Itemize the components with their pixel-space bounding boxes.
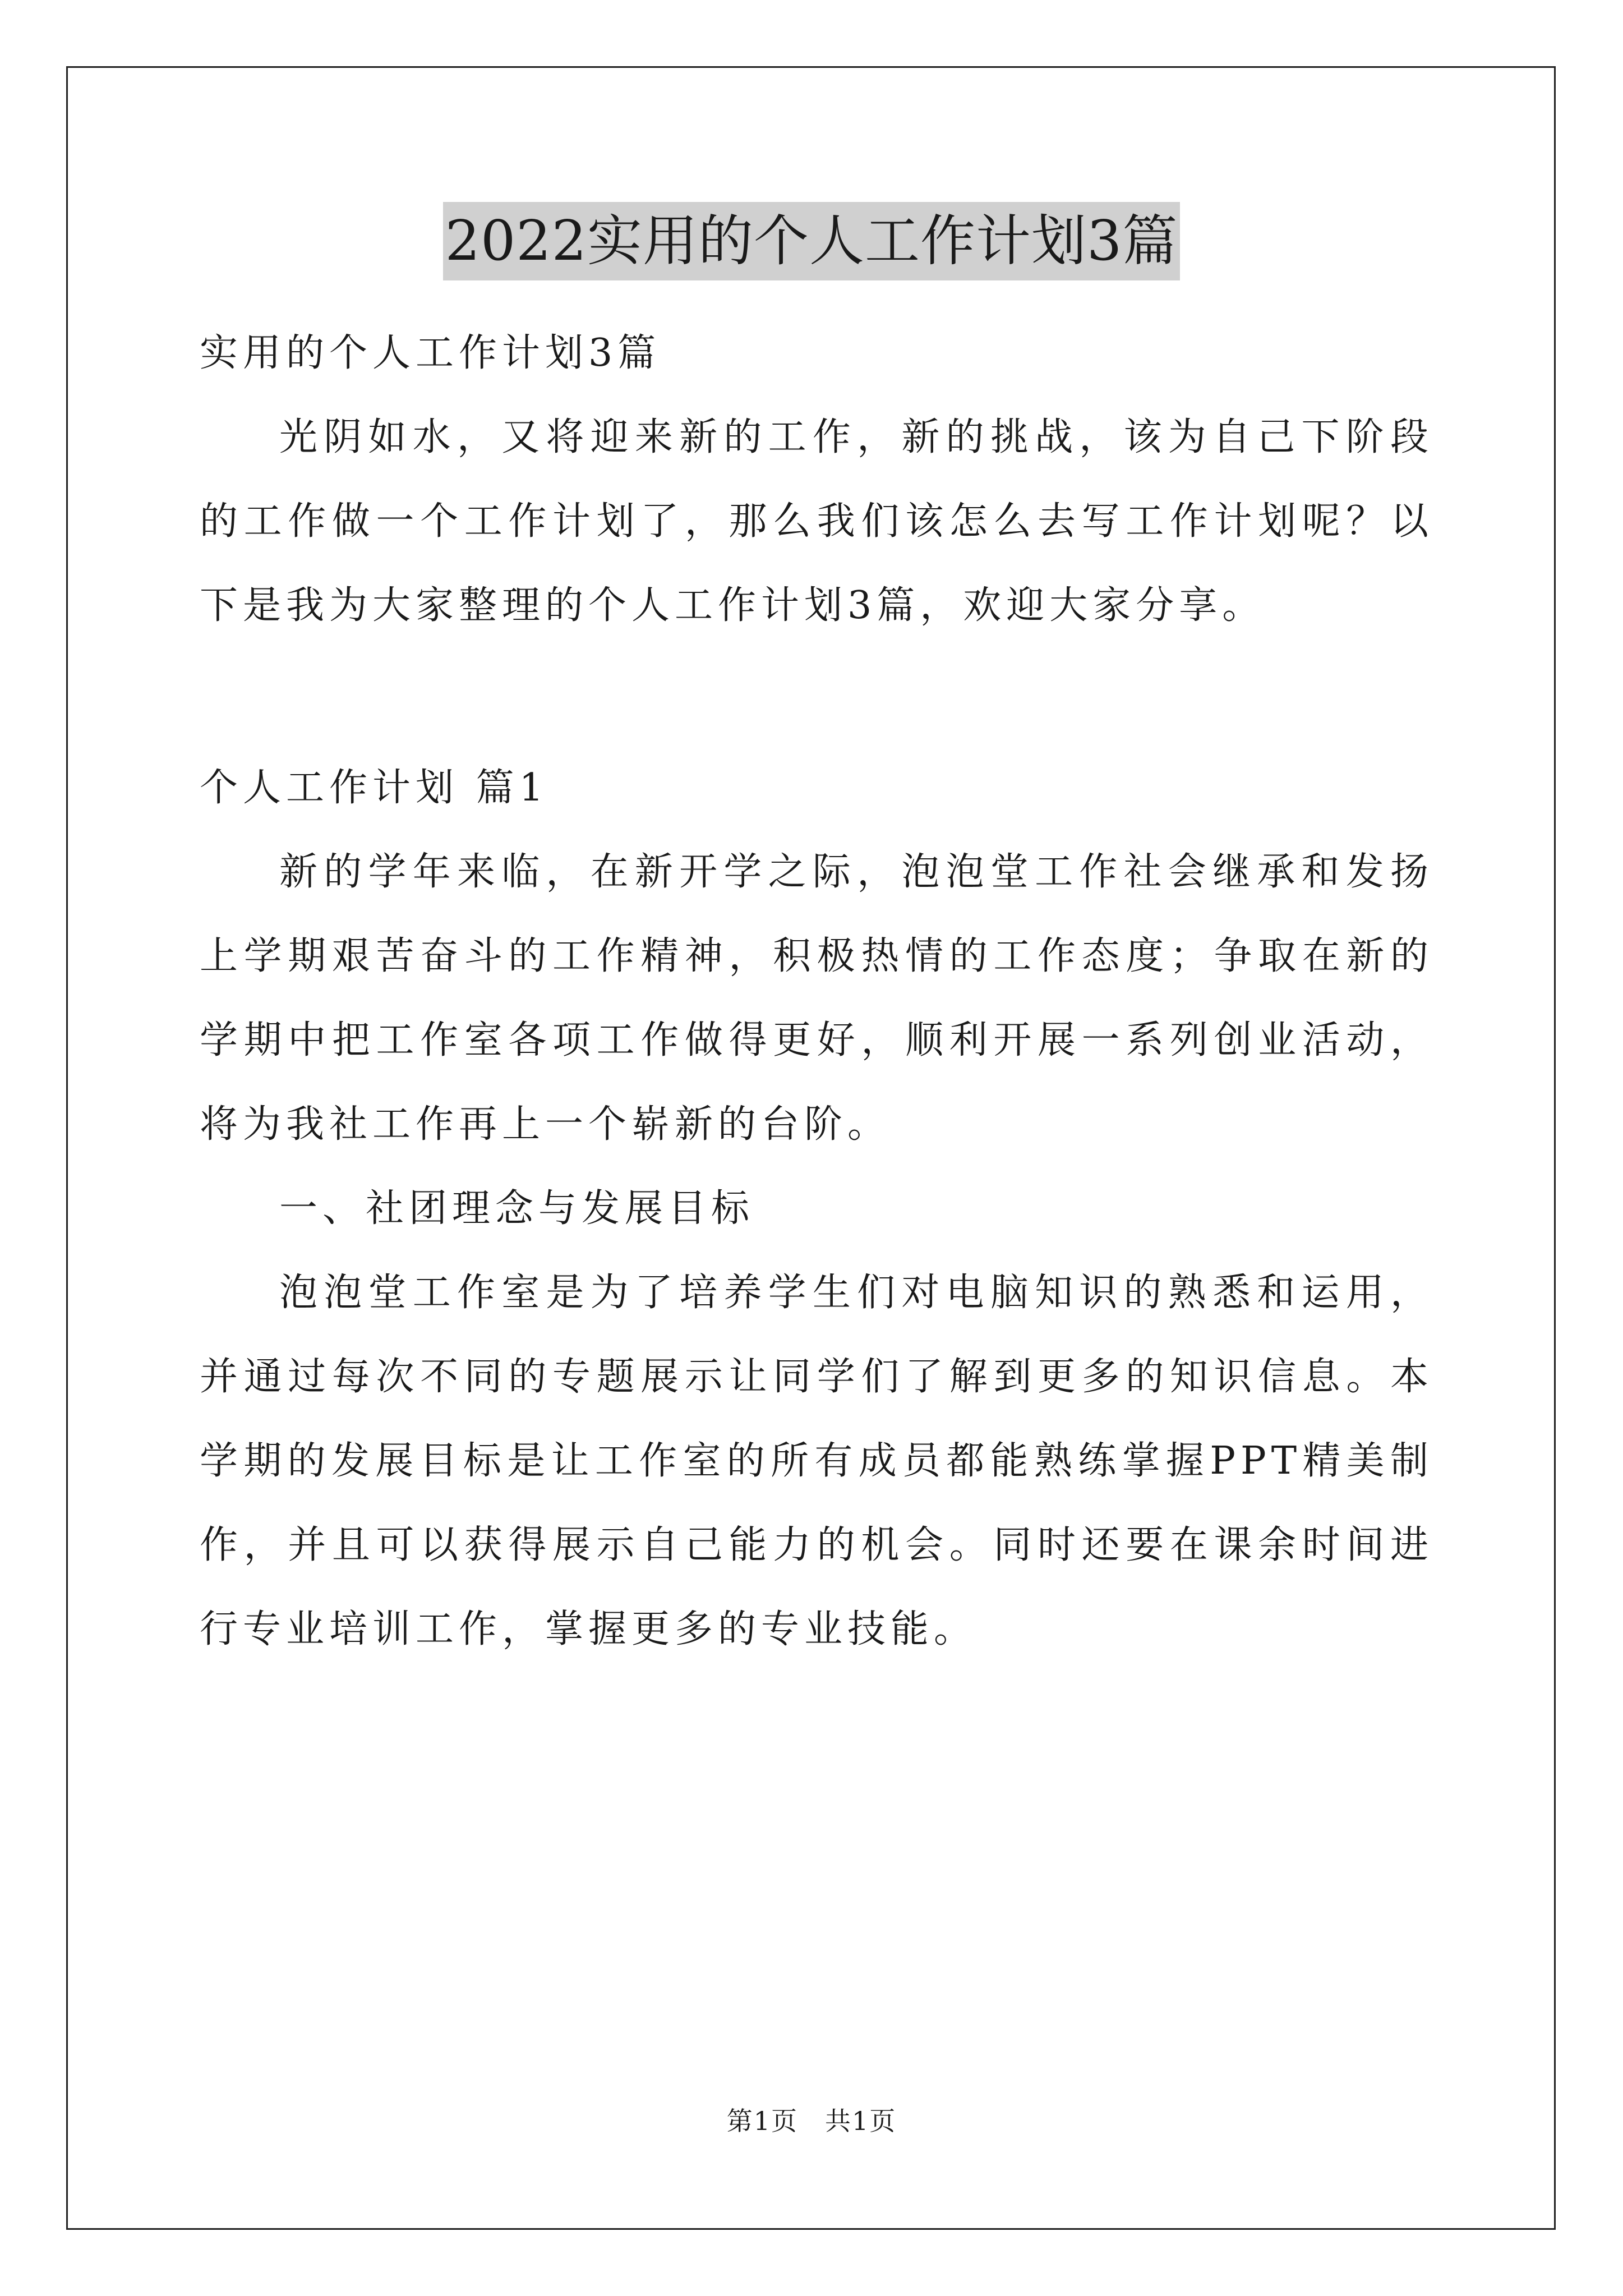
page-footer: 第1页 共1页	[726, 2106, 897, 2136]
document-title: 2022实用的个人工作计划3篇	[443, 202, 1181, 280]
intro-paragraph: 光阴如水，又将迎来新的工作，新的挑战，该为自己下阶段的工作做一个工作计划了，那么我们该怎么去写工作计划呢？以下是我为大家整理的个人工作计划3篇，欢迎大家分享。	[200, 415, 1433, 628]
body-paragraph-2: 泡泡堂工作室是为了培养学生们对电脑知识的熟悉和运用，并通过每次不同的专题展示让同学们了解到更多的知识信息。本学期的发展目标是让工作室的所有成员都能熟练掌握PPT精美制作，并且可以获得展示自己能力的机会。同时还要在课余时间进行专业培训工作，掌握更多的专业技能。	[200, 1271, 1433, 1651]
title-container	[0, 202, 1623, 280]
sub-heading-1: 一、社团理念与发展目标	[279, 1186, 755, 1231]
section-heading: 个人工作计划 篇1	[200, 766, 548, 810]
document-subtitle: 实用的个人工作计划3篇	[200, 331, 661, 375]
document-body	[200, 311, 1433, 1672]
section-spacer	[200, 648, 1433, 746]
body-paragraph-1: 新的学年来临，在新开学之际，泡泡堂工作社会继承和发扬上学期艰苦奋斗的工作精神，积极热情的工作态度；争取在新的学期中把工作室各项工作做得更好，顺利开展一系列创业活动，将为我社工作再上一个崭新的台阶。	[200, 850, 1433, 1147]
